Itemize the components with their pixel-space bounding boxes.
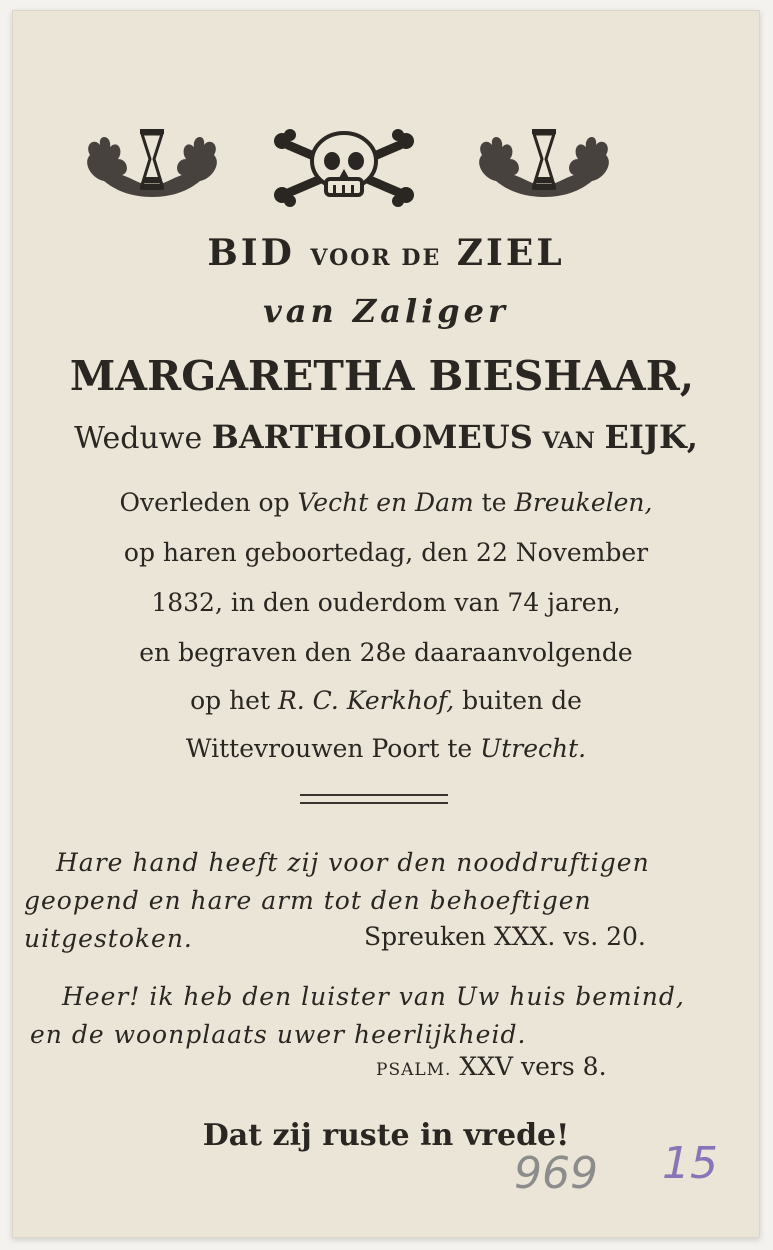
- double-rule-bottom: [300, 802, 448, 804]
- purple-annotation: 15: [662, 1138, 718, 1189]
- widow-line: [12, 418, 760, 456]
- hourglass-wreath-icon: [472, 125, 616, 205]
- body-text: te: [473, 488, 515, 517]
- deceased-name: MARGARETHA BIESHAAR,: [69, 352, 695, 400]
- title-bid-voor-de-ziel: [12, 232, 760, 274]
- title-voor-de: VOOR DE: [310, 245, 442, 271]
- body-text: Wittevrouwen Poort te: [185, 734, 481, 763]
- husband-van: VAN: [542, 428, 595, 454]
- verse1-line2: geopend en hare arm tot den behoeftigen: [24, 886, 592, 915]
- skull-crossbones-icon: [270, 129, 418, 207]
- double-rule-top: [300, 794, 448, 796]
- body-line-5: [12, 686, 760, 715]
- title-bid: BID: [207, 232, 295, 274]
- town-name: Breukelen,: [514, 488, 653, 517]
- body-line-4: en begraven den 28e daaraanvolgende: [139, 638, 633, 667]
- body-text: Overleden op: [119, 488, 298, 517]
- verse1-reference: Spreuken XXX. vs. 20.: [364, 922, 646, 951]
- closing-prayer: Dat zij ruste in vrede!: [202, 1118, 570, 1153]
- body-text: op het: [190, 686, 278, 715]
- place-name: Vecht en Dam: [297, 488, 474, 517]
- verse1-line3: uitgestoken.: [24, 924, 193, 953]
- emblem-row: [12, 125, 760, 235]
- psalm-label: PSALM.: [376, 1060, 452, 1080]
- verse1-line1: Hare hand heeft zij voor den nooddruftigen: [56, 848, 650, 877]
- body-line-6: [12, 734, 760, 763]
- verse2-reference: [376, 1052, 607, 1081]
- title-ziel: ZIEL: [456, 232, 565, 274]
- husband-eijk: EIJK,: [604, 418, 698, 456]
- body-line-1: [12, 488, 760, 517]
- subtitle-van-zaliger: van Zaliger: [263, 292, 509, 330]
- verse2-line1: Heer! ik heb den luister van Uw huis bemind,: [62, 982, 685, 1011]
- prayer-card: [12, 10, 760, 1238]
- kerkhof-name: R. C. Kerkhof,: [277, 686, 455, 715]
- husband-name: BARTHOLOMEUS: [211, 418, 533, 456]
- weduwe-text: Weduwe: [74, 421, 203, 456]
- hourglass-wreath-icon: [80, 125, 224, 205]
- city-name: Utrecht.: [480, 734, 587, 763]
- psalm-number: XXV vers 8.: [459, 1052, 607, 1081]
- verse2-line2: en de woonplaats uwer heerlijkheid.: [30, 1020, 527, 1049]
- body-text: buiten de: [454, 686, 582, 715]
- pencil-annotation: 969: [514, 1148, 598, 1199]
- body-line-3: 1832, in den ouderdom van 74 jaren,: [151, 588, 621, 617]
- body-line-2: op haren geboortedag, den 22 November: [123, 538, 649, 567]
